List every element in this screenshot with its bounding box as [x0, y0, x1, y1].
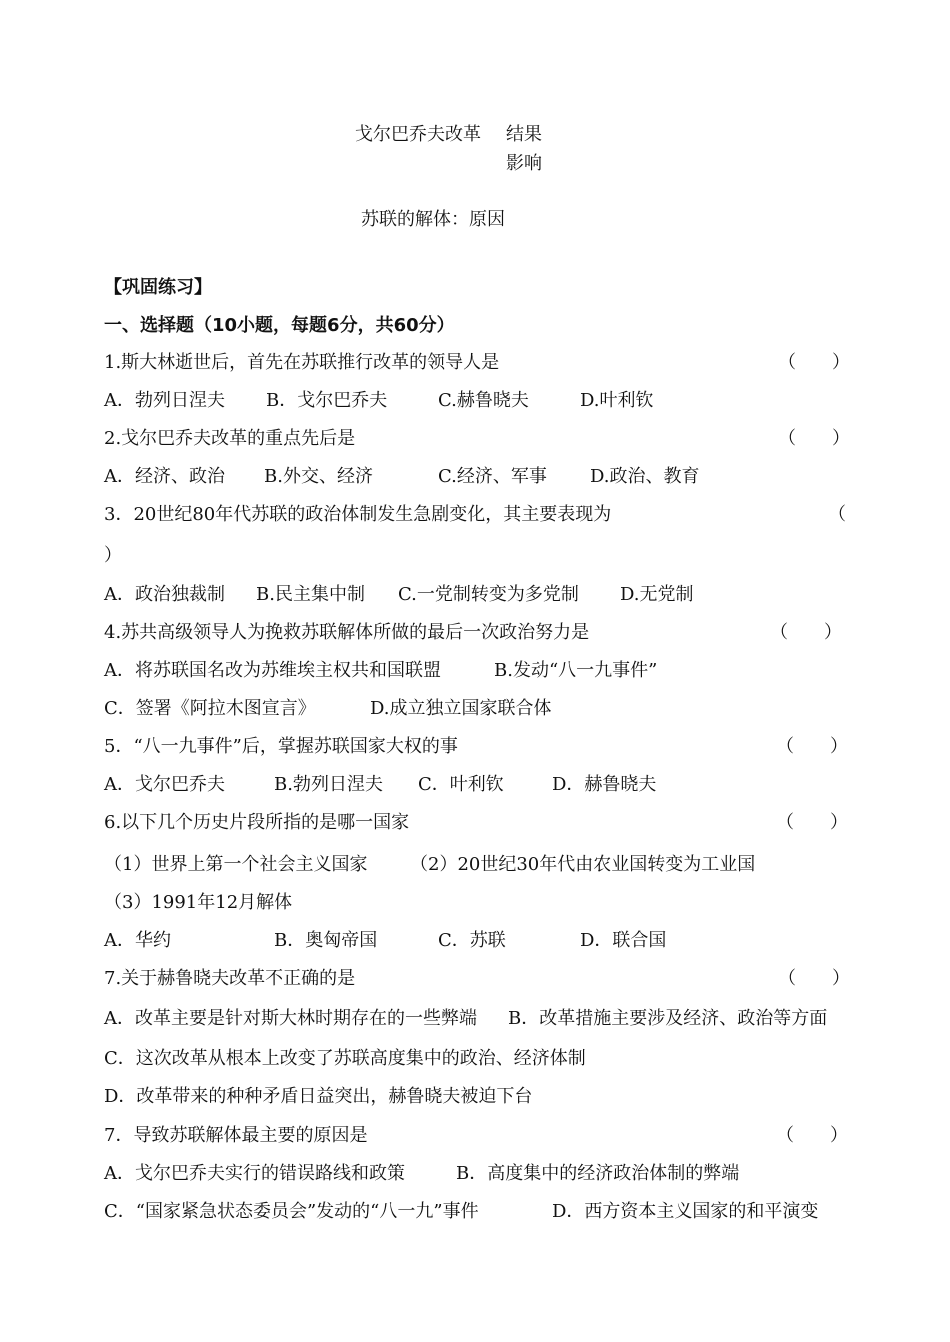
option-c[interactable]: C．叶利钦: [418, 774, 504, 795]
option-d[interactable]: D．改革带来的种种矛盾日益突出，赫鲁晓夫被迫下台: [104, 1086, 533, 1107]
answer-bracket[interactable]: （ ）: [778, 428, 850, 449]
option-a[interactable]: A．政治独裁制: [104, 584, 225, 605]
option-c[interactable]: C．“国家紧急状态委员会”发动的“八一九”事件: [104, 1201, 479, 1222]
option-b[interactable]: B．高度集中的经济政治体制的弊端: [456, 1163, 740, 1184]
option-c[interactable]: C.经济、军事: [438, 466, 547, 487]
option-b[interactable]: B.发动“八一九事件”: [494, 660, 658, 681]
question-stem: 3．20世纪80年代苏联的政治体制发生急剧变化，其主要表现为: [104, 504, 612, 525]
answer-bracket-close[interactable]: ）: [104, 545, 122, 566]
clue-item: （3）1991年12月解体: [104, 892, 293, 913]
clue-item: （2）20世纪30年代由农业国转变为工业国: [410, 854, 756, 875]
answer-bracket[interactable]: （ ）: [776, 812, 848, 833]
option-b[interactable]: B．奥匈帝国: [274, 930, 378, 951]
option-b[interactable]: B.民主集中制: [256, 584, 365, 605]
option-d[interactable]: D.成立独立国家联合体: [370, 698, 552, 719]
option-a[interactable]: A．改革主要是针对斯大林时期存在的一些弊端: [104, 1008, 477, 1029]
question-stem: 2.戈尔巴乔夫改革的重点先后是: [104, 428, 356, 449]
option-a[interactable]: A．戈尔巴乔夫: [104, 774, 225, 795]
answer-bracket[interactable]: （ ）: [776, 1125, 848, 1146]
dissolution-causes: 苏联的解体：原因: [361, 209, 505, 230]
option-c[interactable]: C．签署《阿拉木图宣言》: [104, 698, 316, 719]
option-b[interactable]: B.勃列日涅夫: [274, 774, 383, 795]
clue-item: （1）世界上第一个社会主义国家: [104, 854, 368, 875]
answer-bracket[interactable]: （ ）: [778, 352, 850, 373]
option-a[interactable]: A．将苏联国名改为苏维埃主权共和国联盟: [104, 660, 441, 681]
answer-bracket[interactable]: （ ）: [778, 968, 850, 989]
option-d[interactable]: D．赫鲁晓夫: [552, 774, 657, 795]
question-stem: 6.以下几个历史片段所指的是哪一国家: [104, 812, 410, 833]
option-a[interactable]: A．戈尔巴乔夫实行的错误路线和政策: [104, 1163, 405, 1184]
reform-result: 结果: [506, 124, 542, 145]
choice-heading: 一、选择题（10小题，每题6分，共60分）: [104, 315, 455, 336]
option-a[interactable]: A．经济、政治: [104, 466, 225, 487]
option-c[interactable]: C.赫鲁晓夫: [438, 390, 529, 411]
answer-bracket[interactable]: （ ）: [770, 622, 842, 643]
option-b[interactable]: B.外交、经济: [264, 466, 373, 487]
option-a[interactable]: A．华约: [104, 930, 171, 951]
question-stem: 7.关于赫鲁晓夫改革不正确的是: [104, 968, 356, 989]
option-a[interactable]: A．勃列日涅夫: [104, 390, 225, 411]
option-c[interactable]: C．苏联: [438, 930, 506, 951]
option-d[interactable]: D．西方资本主义国家的和平演变: [552, 1201, 819, 1222]
question-stem: 5．“八一九事件”后，掌握苏联国家大权的事: [104, 736, 458, 757]
reform-title: 戈尔巴乔夫改革: [355, 124, 481, 145]
reform-impact: 影响: [506, 153, 542, 174]
question-stem: 1.斯大林逝世后，首先在苏联推行改革的领导人是: [104, 352, 500, 373]
option-d[interactable]: D.无党制: [620, 584, 694, 605]
option-d[interactable]: D.叶利钦: [580, 390, 654, 411]
option-d[interactable]: D.政治、教育: [590, 466, 700, 487]
answer-bracket-open[interactable]: （: [828, 504, 846, 525]
option-b[interactable]: B．改革措施主要涉及经济、政治等方面: [508, 1008, 828, 1029]
option-c[interactable]: C．这次改革从根本上改变了苏联高度集中的政治、经济体制: [104, 1048, 586, 1069]
option-c[interactable]: C.一党制转变为多党制: [398, 584, 579, 605]
practice-heading: 【巩固练习】: [104, 277, 212, 298]
question-stem: 4.苏共高级领导人为挽救苏联解体所做的最后一次政治努力是: [104, 622, 590, 643]
answer-bracket[interactable]: （ ）: [776, 736, 848, 757]
question-stem: 7．导致苏联解体最主要的原因是: [104, 1125, 368, 1146]
option-b[interactable]: B．戈尔巴乔夫: [266, 390, 388, 411]
option-d[interactable]: D．联合国: [580, 930, 667, 951]
